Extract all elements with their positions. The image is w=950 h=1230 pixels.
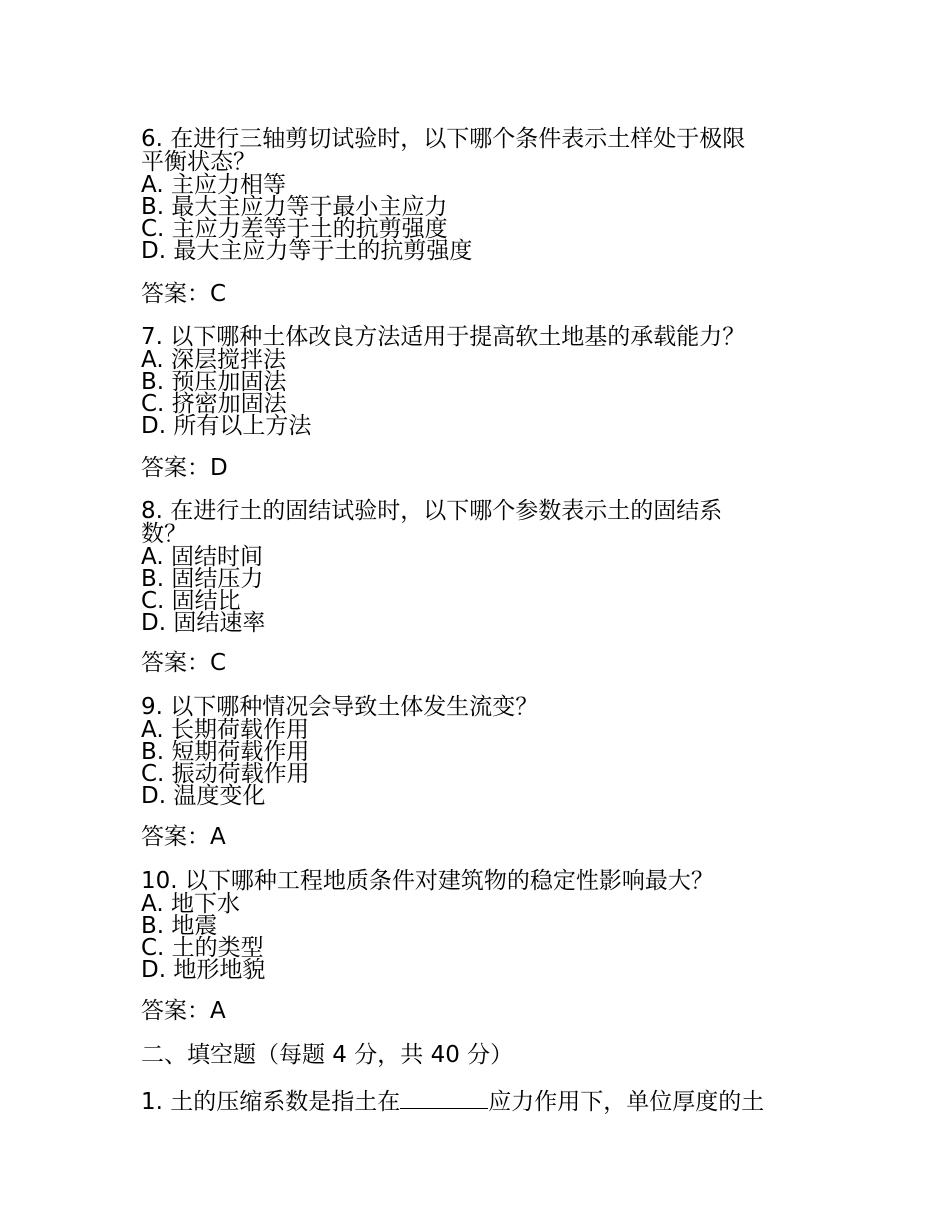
question-10: [141, 870, 821, 981]
answer-6: 答案：C: [141, 281, 227, 307]
question-stem: 10. 以下哪种工程地质条件对建筑物的稳定性影响最大？: [141, 868, 714, 894]
option-d: D. 所有以上方法: [141, 413, 312, 439]
option-d: D. 温度变化: [141, 783, 266, 809]
option-a: A. 长期荷载作用: [141, 717, 309, 743]
option-c: C. 挤密加固法: [141, 391, 287, 417]
option-a: A. 地下水: [141, 891, 240, 917]
option-a: A. 固结时间: [141, 544, 263, 570]
option-b: B. 最大主应力等于最小主应力: [141, 194, 448, 220]
option-b: B. 预压加固法: [141, 369, 287, 395]
fill-question-text-before: 1. 土的压缩系数是指土在: [141, 1089, 401, 1115]
answer-7: 答案：D: [141, 455, 228, 481]
question-stem: 6. 在进行三轴剪切试验时，以下哪个条件表示土样处于极限: [141, 126, 746, 152]
option-c: C. 主应力差等于土的抗剪强度: [141, 216, 448, 242]
option-c: C. 土的类型: [141, 935, 264, 961]
option-d: D. 地形地貌: [141, 957, 266, 983]
question-stem: 9. 以下哪种情况会导致土体发生流变？: [141, 694, 539, 720]
option-a: A. 主应力相等: [141, 172, 286, 198]
option-c: C. 振动荷载作用: [141, 761, 310, 787]
answer-8: 答案：C: [141, 650, 227, 676]
fill-question-text-after: 应力作用下，单位厚度的土: [488, 1089, 765, 1115]
question-stem: 8. 在进行土的固结试验时，以下哪个参数表示土的固结系: [141, 498, 723, 524]
option-b: B. 短期荷载作用: [141, 739, 310, 765]
fill-blank: [400, 1088, 488, 1109]
question-9: [141, 696, 821, 807]
option-a: A. 深层搅拌法: [141, 347, 286, 373]
option-b: B. 固结压力: [141, 566, 264, 592]
answer-10: 答案：A: [141, 998, 226, 1024]
option-d: D. 固结速率: [141, 610, 266, 636]
question-6: [141, 128, 821, 262]
option-c: C. 固结比: [141, 588, 241, 614]
option-d: D. 最大主应力等于土的抗剪强度: [141, 238, 473, 264]
fill-question-1: [141, 1088, 821, 1114]
question-stem: 7. 以下哪种土体改良方法适用于提高软土地基的承载能力？: [141, 324, 746, 350]
option-b: B. 地震: [141, 913, 218, 939]
section-title: 二、填空题（每题 4 分，共 40 分）: [141, 1042, 514, 1068]
question-8: [141, 500, 821, 634]
question-7: [141, 326, 821, 437]
question-stem-cont: 平衡状态？: [141, 149, 256, 175]
answer-9: 答案：A: [141, 824, 226, 850]
question-stem-cont: 数？: [141, 521, 187, 547]
